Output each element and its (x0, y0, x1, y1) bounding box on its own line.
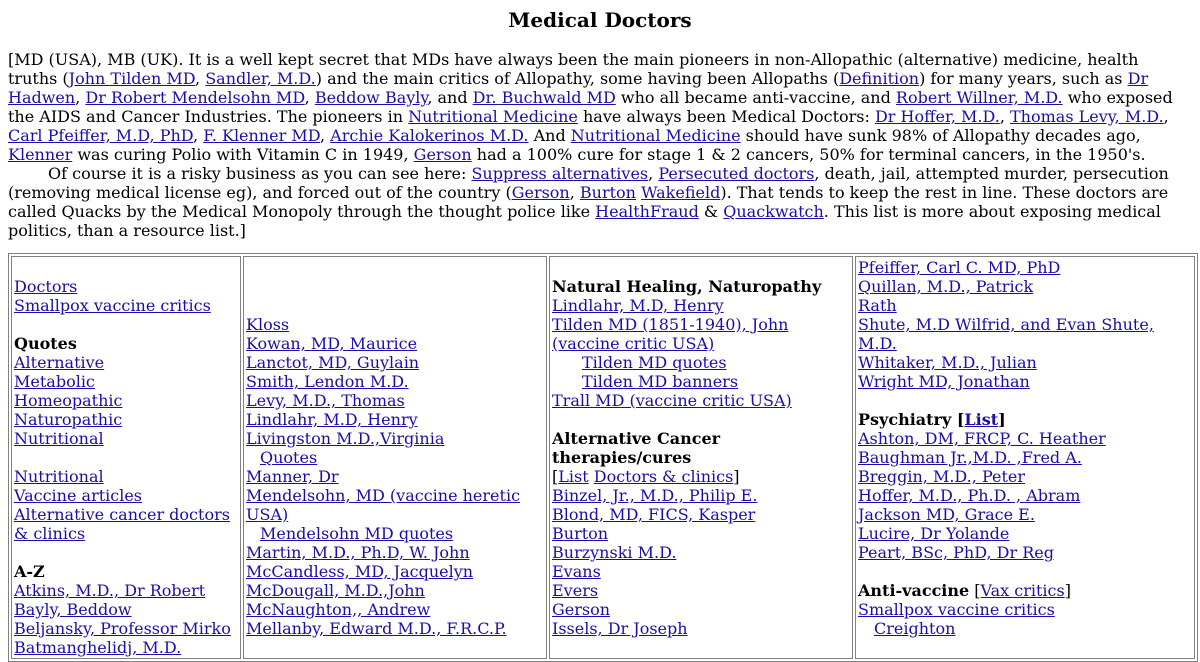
nav-row (14, 277, 238, 296)
intro-text-segment: , (75, 88, 86, 107)
nav-link[interactable]: Vaccine articles (14, 486, 143, 505)
doctor-row (552, 315, 850, 353)
doctor-row (858, 296, 1192, 315)
doctor-row (14, 619, 238, 638)
intro-text-segment: , death, jail, attempted murder, persecution (removing medical license eg), and forced out of the country ( (8, 164, 1169, 202)
psychiatry-list-link[interactable]: List (964, 410, 999, 429)
intro-paragraph-1 (8, 50, 1192, 164)
cancer-doctor-row (552, 581, 850, 600)
link-definition[interactable]: Definition (839, 69, 920, 88)
psychiatry-doctor-row (858, 505, 1192, 524)
link-nutritional-medicine[interactable]: Nutritional Medicine (408, 107, 578, 126)
doctor-link[interactable]: Mendelsohn, MD (vaccine heretic USA) (246, 486, 521, 524)
doctor-link[interactable]: Pfeiffer, Carl C. MD, PhD (858, 258, 1061, 277)
intro-text-segment: , (319, 126, 331, 145)
doctor-link[interactable]: McDougall, M.D.,John (246, 581, 425, 600)
doctor-link[interactable]: Smith, Lendon M.D. (246, 372, 409, 391)
doctor-link[interactable]: Tilden MD (1851-1940), John (vaccine critic USA) (552, 315, 789, 353)
doctor-row (246, 353, 544, 372)
quotes-category-link[interactable]: Metabolic (14, 372, 95, 391)
psychiatry-doctor-row (858, 524, 1192, 543)
psychiatry-doctor-row (858, 429, 1192, 448)
intro-text-segment: ) and the main critics of Allopathy, some having been Allopaths ( (315, 69, 840, 88)
doctor-row (858, 353, 1192, 372)
doctor-row (14, 638, 238, 657)
doctor-link[interactable]: Quillan, M.D., Patrick (858, 277, 1034, 296)
doctor-row (246, 581, 544, 600)
anti-vaccine-sub-link[interactable]: Creighton (874, 619, 956, 638)
cancer-doctor-row (552, 524, 850, 543)
tilden-sub-link[interactable]: Tilden MD banners (582, 372, 739, 391)
link-thomas-levy[interactable]: Thomas Levy, M.D. (1010, 107, 1164, 126)
doctor-link[interactable]: Mellanby, Edward M.D., F.R.C.P. (246, 619, 507, 638)
cancer-doctors-clinics-link[interactable]: Doctors & clinics (593, 467, 734, 486)
nav-row (14, 505, 238, 543)
cancer-doctor-link[interactable]: Issels, Dr Joseph (552, 619, 688, 638)
doctor-link[interactable]: Trall MD (vaccine critic USA) (552, 391, 792, 410)
nav-link[interactable]: Doctors (14, 277, 78, 296)
doctor-row (552, 296, 850, 315)
link-pfeiffer[interactable]: Carl Pfeiffer, M.D, PhD (8, 126, 194, 145)
intro-text (8, 50, 1192, 240)
doctor-row (246, 562, 544, 581)
cancer-doctor-row (552, 600, 850, 619)
intro-text-segment: who all became anti-vaccine, and (615, 88, 896, 107)
doctor-link[interactable]: Livingston M.D.,Virginia (246, 429, 445, 448)
page-title: Medical Doctors (508, 8, 692, 32)
doctor-link[interactable]: Batmanghelidj, M.D. (14, 638, 182, 657)
doctor-link[interactable]: Kloss (246, 315, 290, 334)
cancer-doctor-link[interactable]: Gerson (552, 600, 611, 619)
quotes-category-row (14, 391, 238, 410)
doctor-link[interactable]: Rath (858, 296, 897, 315)
doctor-row (858, 258, 1192, 277)
quotes-category-row (14, 353, 238, 372)
doctor-index-table (8, 253, 1198, 662)
psychiatry-doctor-link[interactable]: Baughman Jr.,M.D. ,Fred A. (858, 448, 1082, 467)
psychiatry-doctor-link[interactable]: Jackson MD, Grace E. (858, 505, 1035, 524)
link-buchwald[interactable]: Dr. Buchwald MD (472, 88, 616, 107)
doctor-link[interactable]: Bayly, Beddow (14, 600, 132, 619)
doctor-row (14, 581, 238, 600)
doctor-link[interactable]: Wright MD, Jonathan (858, 372, 1030, 391)
doctor-link[interactable]: McNaughton,, Andrew (246, 600, 431, 619)
doctor-link[interactable]: Lindlahr, M.D, Henry (246, 410, 418, 429)
link-mendelsohn[interactable]: Dr Robert Mendelsohn MD (85, 88, 305, 107)
quotes-category-link[interactable]: Alternative (14, 353, 105, 372)
a-z-heading: A-Z (14, 562, 45, 581)
intro-text-segment: ) for many years, such as (919, 69, 1128, 88)
psychiatry-heading-line: Psychiatry [List] (858, 410, 1006, 429)
anti-vaccine-link[interactable]: Smallpox vaccine critics (858, 600, 1055, 619)
link-kalokerinos[interactable]: Archie Kalokerinos M.D. (330, 126, 529, 145)
psychiatry-doctor-link[interactable]: Peart, BSc, PhD, Dr Reg (858, 543, 1054, 562)
anti-vaccine-heading: Anti-vaccine (858, 581, 970, 600)
nav-row (14, 486, 238, 505)
doctor-link[interactable]: Kowan, MD, Maurice (246, 334, 418, 353)
link-dr-hadwen[interactable]: Dr Hadwen (8, 69, 1149, 107)
cancer-doctor-row (552, 562, 850, 581)
doctor-link[interactable]: Levy, M.D., Thomas (246, 391, 405, 410)
psychiatry-doctor-link[interactable]: Hoffer, M.D., Ph.D. , Abram (858, 486, 1081, 505)
intro-text-segment: , (195, 69, 206, 88)
column-doctors-p-z (855, 256, 1195, 659)
intro-text-segment: & (698, 202, 724, 221)
quotes-category-row (14, 410, 238, 429)
link-klenner[interactable]: Klenner (8, 145, 73, 164)
link-persecuted-doctors[interactable]: Persecuted doctors (658, 164, 815, 183)
anti-vaccine-heading-line: Anti-vaccine [Vax critics] (858, 581, 1071, 600)
livingston-quotes-link[interactable]: Quotes (260, 448, 318, 467)
doctor-link[interactable]: Shute, M.D Wilfrid, and Evan Shute, M.D. (858, 315, 1154, 353)
psychiatry-doctor-row (858, 467, 1192, 486)
link-klenner-md[interactable]: F. Klenner MD (203, 126, 320, 145)
intro-text-segment: [MD (USA), MB (UK). It is a well kept secret that MDs have always been the main pioneers in non-Allopathic (alternative) medicine, health truths ( (8, 50, 1139, 88)
vax-critics-link[interactable]: Vax critics (980, 581, 1065, 600)
intro-text-segment: Of course it is a risky business as you can see here: (48, 164, 472, 183)
intro-text-segment: . This list is more about exposing medical politics, than a resource list.] (8, 202, 1161, 240)
quotes-category-row (14, 372, 238, 391)
cancer-list-line: [List Doctors & clinics] (552, 467, 740, 486)
cancer-doctor-row (552, 505, 850, 524)
link-gerson[interactable]: Gerson (413, 145, 472, 164)
intro-text-segment: , (999, 107, 1010, 126)
cancer-doctor-link[interactable]: Burton (552, 524, 609, 543)
psychiatry-doctor-link[interactable]: Breggin, M.D., Peter (858, 467, 1025, 486)
intro-text-segment: , (648, 164, 659, 183)
alternative-cancer-heading: Alternative Cancer therapies/cures (552, 429, 721, 467)
doctor-row (246, 334, 544, 353)
quotes-category-row (14, 429, 238, 448)
link-burton[interactable]: Burton (579, 183, 636, 202)
intro-paragraph-2 (8, 164, 1192, 240)
column-navigation (11, 256, 241, 659)
column-doctors-k-m (243, 256, 547, 659)
doctor-row (246, 467, 544, 486)
link-suppress-alternatives[interactable]: Suppress alternatives (471, 164, 649, 183)
doctor-row (552, 391, 850, 410)
psychiatry-doctor-link[interactable]: Ashton, DM, FRCP, C. Heather (858, 429, 1106, 448)
mendelsohn-quotes-link[interactable]: Mendelsohn MD quotes (260, 524, 454, 543)
doctor-row (246, 410, 544, 429)
doctor-link[interactable]: Whitaker, M.D., Julian (858, 353, 1037, 372)
cancer-doctor-row (552, 543, 850, 562)
cancer-doctor-row (552, 486, 850, 505)
intro-text-segment: , (304, 88, 315, 107)
link-healthfraud[interactable]: HealthFraud (595, 202, 699, 221)
cancer-doctor-row (552, 619, 850, 638)
link-beddow-bayly[interactable]: Beddow Bayly (314, 88, 428, 107)
link-nutritional-medicine-2[interactable]: Nutritional Medicine (570, 126, 741, 145)
quotes-category-link[interactable]: Homeopathic (14, 391, 123, 410)
doctor-row (246, 486, 544, 524)
doctor-row (246, 391, 544, 410)
doctor-link[interactable]: Beljansky, Professor Mirko (14, 619, 231, 638)
link-sandler[interactable]: Sandler, M.D. (205, 69, 316, 88)
tilden-sub-row (552, 372, 850, 391)
quotes-category-link[interactable]: Nutritional (14, 429, 104, 448)
psychiatry-heading: Psychiatry (858, 410, 952, 429)
doctor-row (858, 315, 1192, 353)
quotes-heading: Quotes (14, 334, 77, 353)
doctor-link[interactable]: Lindlahr, M.D, Henry (552, 296, 724, 315)
doctor-row (246, 543, 544, 562)
column-natural-healing (549, 256, 853, 659)
intro-text-segment: , (193, 126, 204, 145)
intro-text-segment: ). That tends to keep the rest in line. These doctors are called Quacks by the Medical Monopoly through the thought police like (8, 183, 1169, 221)
psychiatry-doctor-link[interactable]: Lucire, Dr Yolande (858, 524, 1010, 543)
cancer-doctor-link[interactable]: Evers (552, 581, 599, 600)
anti-vaccine-row (858, 600, 1192, 619)
intro-text-segment: have always been Medical Doctors: (577, 107, 875, 126)
doctor-row (14, 600, 238, 619)
nav-link[interactable]: Smallpox vaccine critics (14, 296, 211, 315)
quotes-category-link[interactable]: Naturopathic (14, 410, 123, 429)
link-willner[interactable]: Robert Willner, M.D. (895, 88, 1063, 107)
doctor-link[interactable]: Manner, Dr (246, 467, 339, 486)
intro-text-segment: , (1163, 107, 1169, 126)
doctor-row (246, 372, 544, 391)
psychiatry-doctor-row (858, 486, 1192, 505)
link-john-tilden[interactable]: John Tilden MD (68, 69, 196, 88)
link-wakefield[interactable]: Wakefield (641, 183, 721, 202)
cancer-doctor-link[interactable]: Burzynski M.D. (552, 543, 677, 562)
nav-link[interactable]: Nutritional (14, 467, 104, 486)
doctor-row (246, 429, 544, 448)
anti-vaccine-sub-row (858, 619, 1192, 638)
doctor-link[interactable]: Lanctot, MD, Guylain (246, 353, 420, 372)
link-gerson-2[interactable]: Gerson (511, 183, 570, 202)
doctor-link[interactable]: Atkins, M.D., Dr Robert (14, 581, 206, 600)
intro-text-segment: had a 100% cure for stage 1 & 2 cancers, 50% for terminal cancers, in the 1950's. (471, 145, 1146, 164)
nav-row (14, 296, 238, 315)
psychiatry-doctor-row (858, 448, 1192, 467)
doctor-row (246, 619, 544, 638)
intro-text-segment: who exposed the AIDS and Cancer Industries. The pioneers in (8, 88, 1173, 126)
psychiatry-doctor-row (858, 543, 1192, 562)
intro-text-segment: should have sunk 98% of Allopathy decades ago, (740, 126, 1141, 145)
cancer-doctor-link[interactable]: Binzel, Jr., M.D., Philip E. (552, 486, 758, 505)
doctor-row (858, 372, 1192, 391)
doctor-link[interactable]: Martin, M.D., Ph.D, W. John (246, 543, 470, 562)
natural-healing-heading: Natural Healing, Naturopathy (552, 277, 822, 296)
intro-text-segment: was curing Polio with Vitamin C in 1949, (72, 145, 414, 164)
link-hoffer[interactable]: Dr Hoffer, M.D. (874, 107, 1000, 126)
nav-row (14, 467, 238, 486)
cancer-doctor-link[interactable]: Blond, MD, FICS, Kasper (552, 505, 756, 524)
doctor-link[interactable]: McCandless, MD, Jacquelyn (246, 562, 474, 581)
doctor-row (246, 315, 544, 334)
link-quackwatch[interactable]: Quackwatch (723, 202, 824, 221)
intro-text-segment: , and (427, 88, 473, 107)
doctor-row (246, 600, 544, 619)
intro-text-segment: , (569, 183, 580, 202)
doctor-row (858, 277, 1192, 296)
cancer-list-link[interactable]: List (558, 467, 589, 486)
tilden-sub-row (552, 353, 850, 372)
nav-link[interactable]: Alternative cancer doctors & clinics (14, 505, 230, 543)
tilden-sub-link[interactable]: Tilden MD quotes (582, 353, 727, 372)
intro-text-segment: And (528, 126, 571, 145)
cancer-doctor-link[interactable]: Evans (552, 562, 601, 581)
